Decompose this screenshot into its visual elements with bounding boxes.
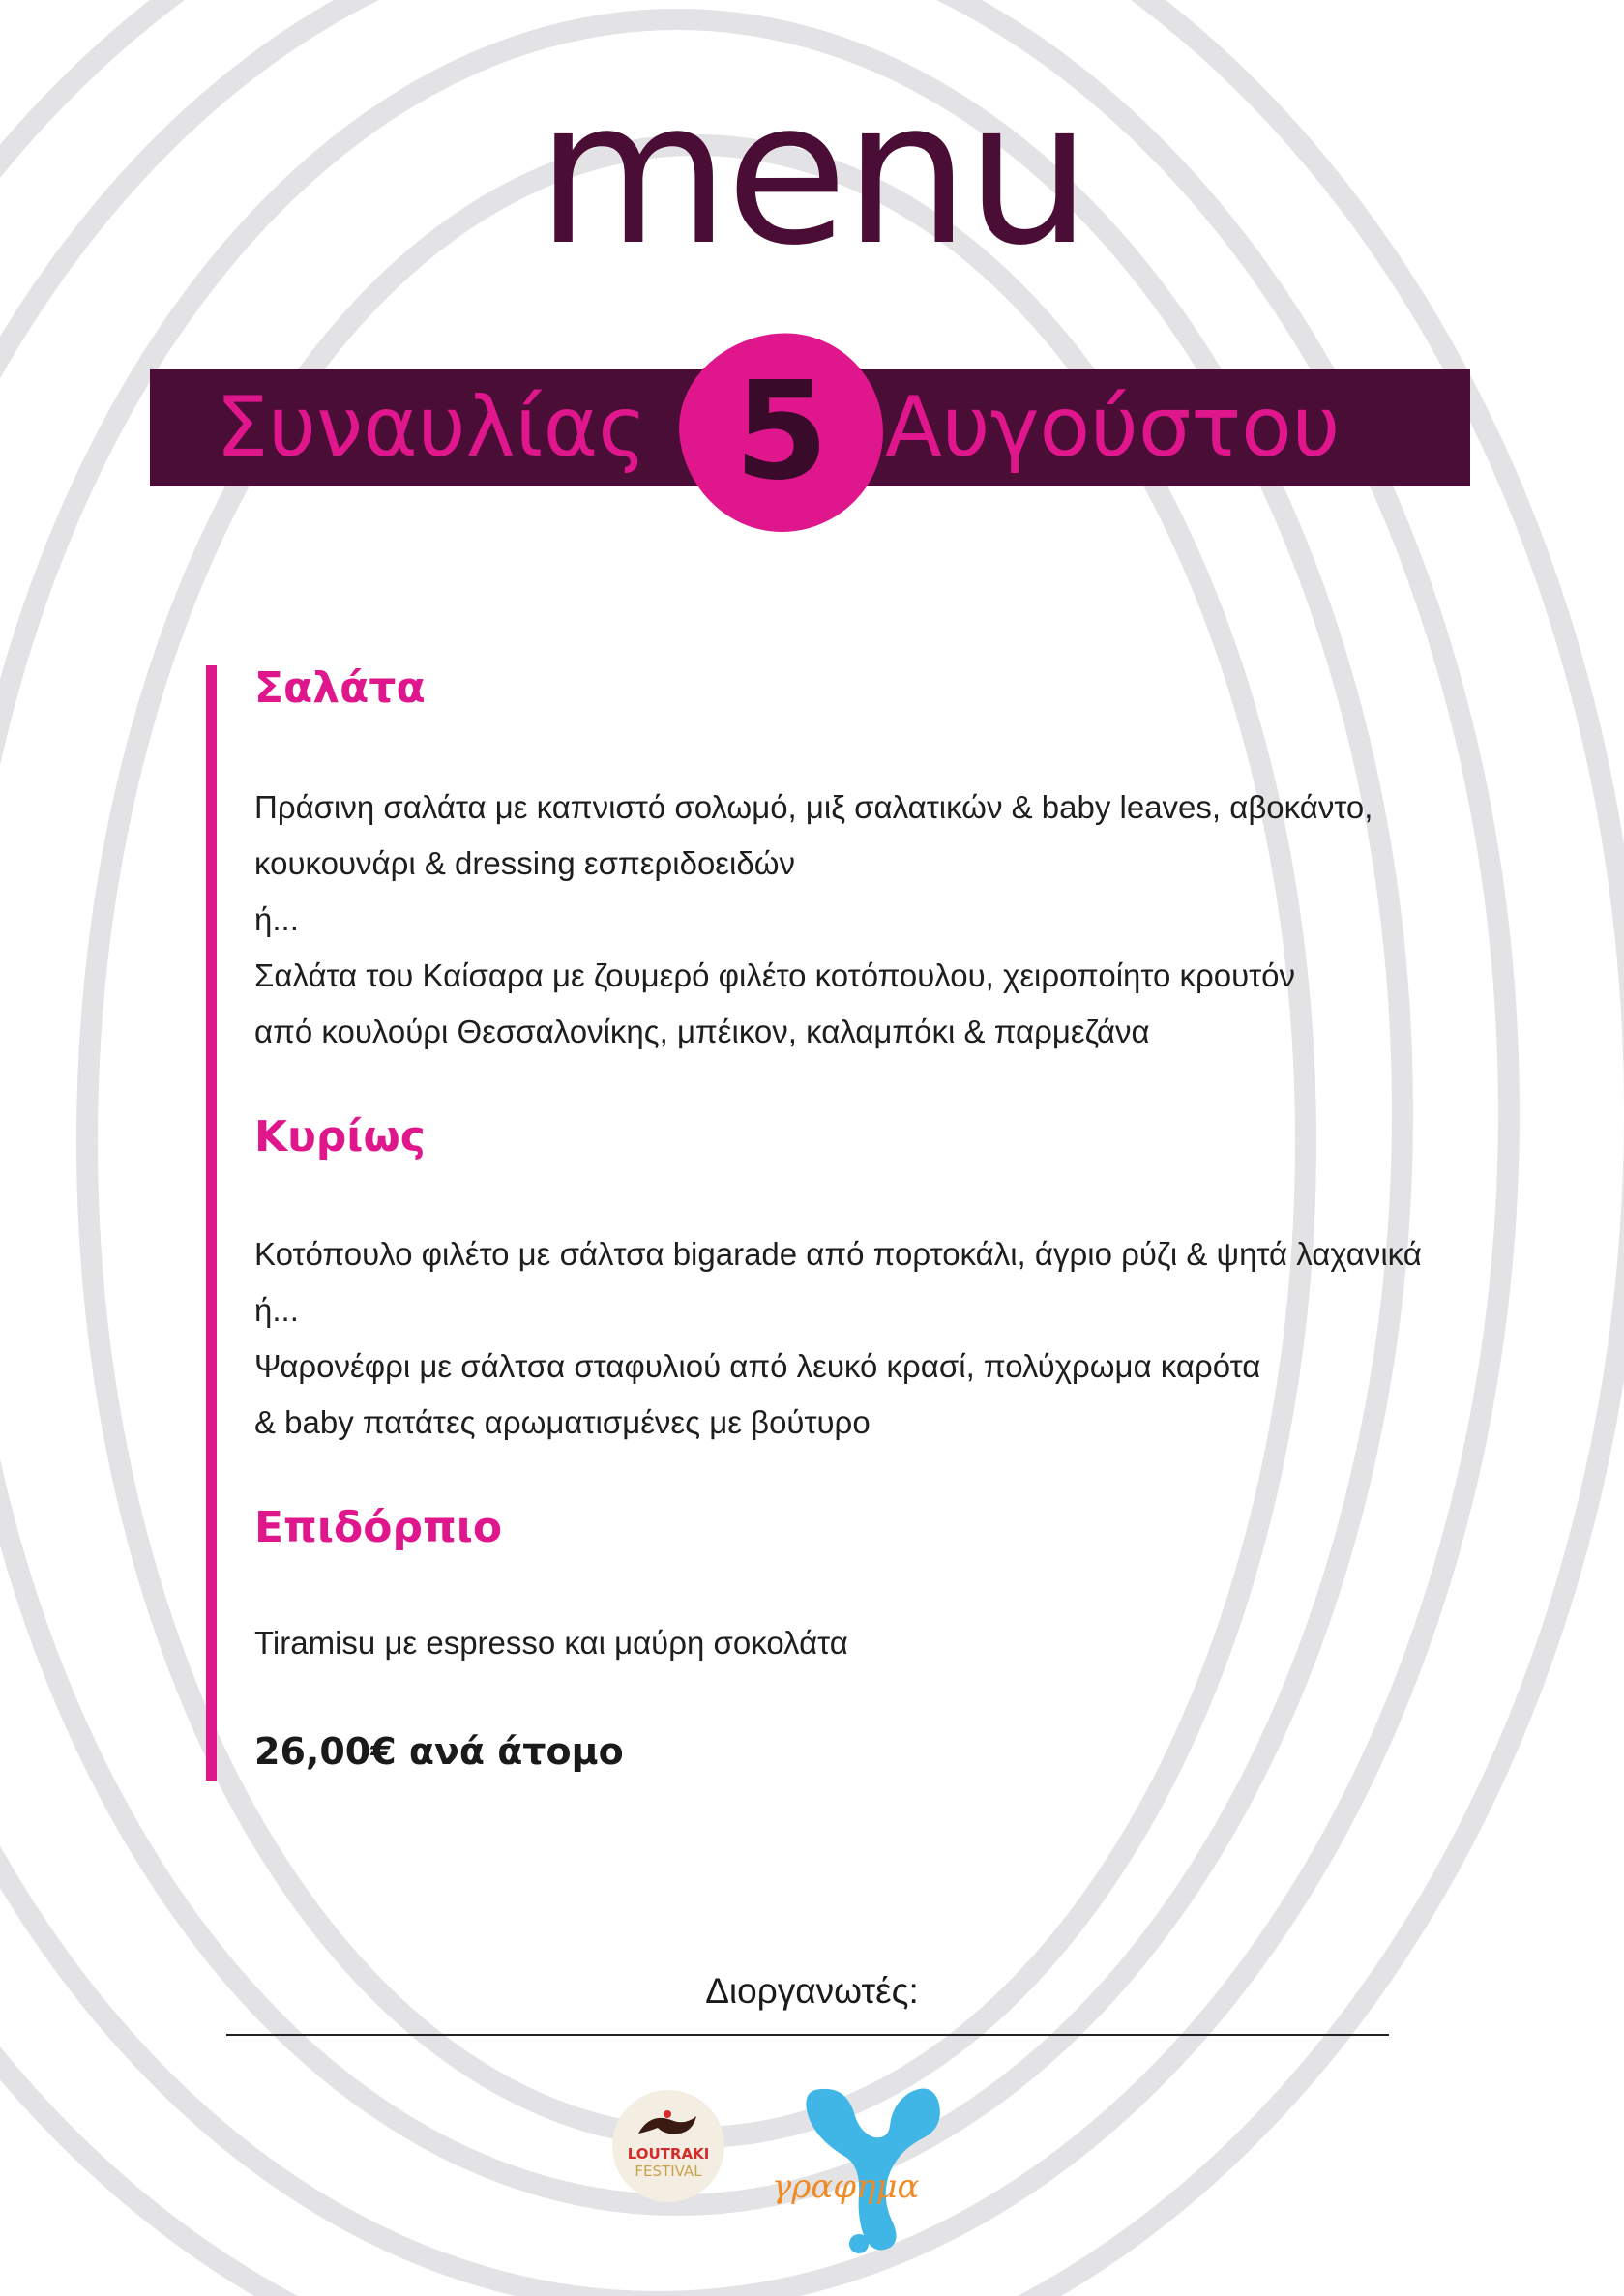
day-number: 5 — [734, 353, 829, 511]
price-per-person: 26,00€ ανά άτομο — [254, 1730, 624, 1773]
banner-month-label: Αυγούστου — [885, 379, 1341, 476]
organizers-label: Διοργανωτές: — [705, 1971, 919, 2011]
page-title: menu — [536, 59, 1088, 289]
grapheme-logo-text: γραφημα — [772, 2167, 920, 2206]
loutraki-logo-text-1: LOUTRAKI — [627, 2145, 710, 2163]
accent-bar — [206, 665, 217, 1781]
loutraki-festival-logo — [609, 2087, 727, 2205]
salad-line-4: Σαλάτα του Καίσαρα με ζουμερό φιλέτο κοτόπουλου, χειροποίητο κρουτόν — [254, 957, 1296, 993]
grapheme-logo — [764, 2070, 996, 2263]
main-line-2: ή... — [254, 1292, 299, 1328]
salad-line-5: από κουλούρι Θεσσαλονίκης, μπέικον, καλαμπόκι & παρμεζάνα — [254, 1014, 1150, 1049]
main-line-1: Κοτόπουλο φιλέτο με σάλτσα bigarade από πορτοκάλι, άγριο ρύζι & ψητά λαχανικά — [254, 1236, 1422, 1272]
loutraki-logo-text-2: FESTIVAL — [635, 2163, 702, 2180]
section-heading-main: Κυρίως — [254, 1112, 426, 1162]
salad-line-1: Πράσινη σαλάτα με καπνιστό σολωμό, μιξ σαλατικών & baby leaves, αβοκάντο, — [254, 789, 1373, 825]
section-heading-salad: Σαλάτα — [254, 663, 426, 713]
salad-line-2: κουκουνάρι & dressing εσπεριδοειδών — [254, 845, 795, 881]
main-line-3: Ψαρονέφρι με σάλτσα σταφυλιού από λευκό κρασί, πολύχρωμα καρότα — [254, 1348, 1261, 1384]
dessert-line-1: Tiramisu με espresso και μαύρη σοκολάτα — [254, 1625, 848, 1661]
banner-concert-label: Συναυλίας — [216, 379, 647, 476]
footer-divider — [226, 2034, 1389, 2036]
main-line-4: & baby πατάτες αρωματισμένες με βούτυρο — [254, 1404, 871, 1440]
section-heading-dessert: Επιδόρπιο — [254, 1503, 503, 1552]
salad-line-3: ή... — [254, 901, 299, 937]
